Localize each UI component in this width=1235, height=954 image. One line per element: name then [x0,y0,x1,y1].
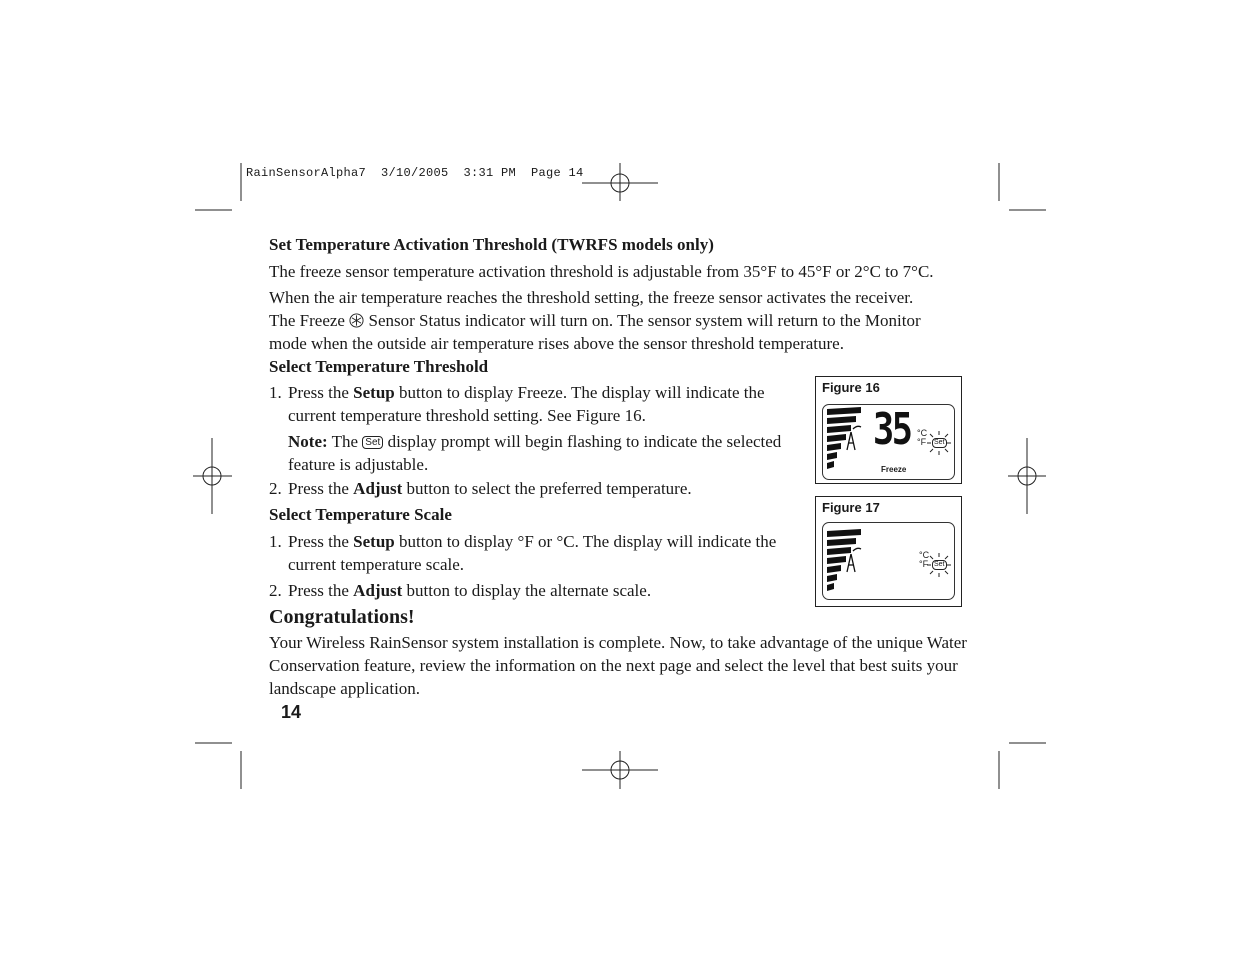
adjust-keyword: Adjust [353,479,403,498]
celsius-indicator: °C [917,428,928,438]
scale-step-2: 2. Press the Adjust button to display the alternate scale. [269,581,652,600]
set-flashing-icon: Set [931,557,947,573]
freeze-paragraph-line3: mode when the outside air temperature rises above the sensor threshold temperature. [269,334,844,353]
lcd-display [822,522,955,600]
freeze-paragraph-line2: The Freeze Sensor Status indicator will turn on. The sensor system will return to the Monitor [269,311,921,330]
congrats-body: Your Wireless RainSensor system installation is complete. Now, to take advantage of the unique Water Conservation feature, review the information on the next page and select the level that best suits your landscape application. [269,633,967,698]
page-number: 14 [281,702,302,722]
intro-paragraph: The freeze sensor temperature activation threshold is adjustable from 35°F to 45°F or 2°C to 7°C. [269,262,934,281]
threshold-note: Note: The Set display prompt will begin flashing to indicate the selected feature is adjustable. [288,432,782,474]
congrats-title: Congratulations! [269,606,415,628]
figure-16-label: Figure 16 [822,380,880,395]
figure-17-label: Figure 17 [822,500,880,515]
section-title: Set Temperature Activation Threshold (TWRFS models only) [269,235,714,254]
temperature-readout: 35 [873,404,911,455]
freeze-paragraph-line1: When the air temperature reaches the threshold setting, the freeze sensor activates the receiver. [269,288,914,307]
lcd-display [822,404,955,480]
freeze-caption: Freeze [881,465,907,474]
adjust-keyword: Adjust [353,581,403,600]
set-prompt-icon: Set [362,436,383,449]
setup-keyword: Setup [353,532,395,551]
threshold-step-1: 1. Press the Setup button to display Freeze. The display will indicate the current temperature threshold setting. See Figure 16. [269,383,765,425]
figure-17 [815,496,962,607]
note-label: Note: [288,432,328,451]
fahrenheit-indicator: °F [917,437,927,447]
threshold-heading: Select Temperature Threshold [269,357,489,376]
threshold-step-2: 2. Press the Adjust button to select the preferred temperature. [269,479,692,498]
celsius-indicator: °C [919,550,930,560]
snowflake-icon [349,313,364,328]
setup-keyword: Setup [353,383,395,402]
fahrenheit-indicator: °F [919,559,929,569]
print-slug: RainSensorAlpha7 3/10/2005 3:31 PM Page 14 [246,166,584,180]
scale-heading: Select Temperature Scale [269,505,452,524]
set-flashing-icon: Set [931,435,947,451]
freeze-paragraph [269,286,969,355]
scale-step-1: 1. Press the Setup button to display °F or °C. The display will indicate the current temperature scale. [269,532,777,574]
figure-16 [815,376,962,484]
